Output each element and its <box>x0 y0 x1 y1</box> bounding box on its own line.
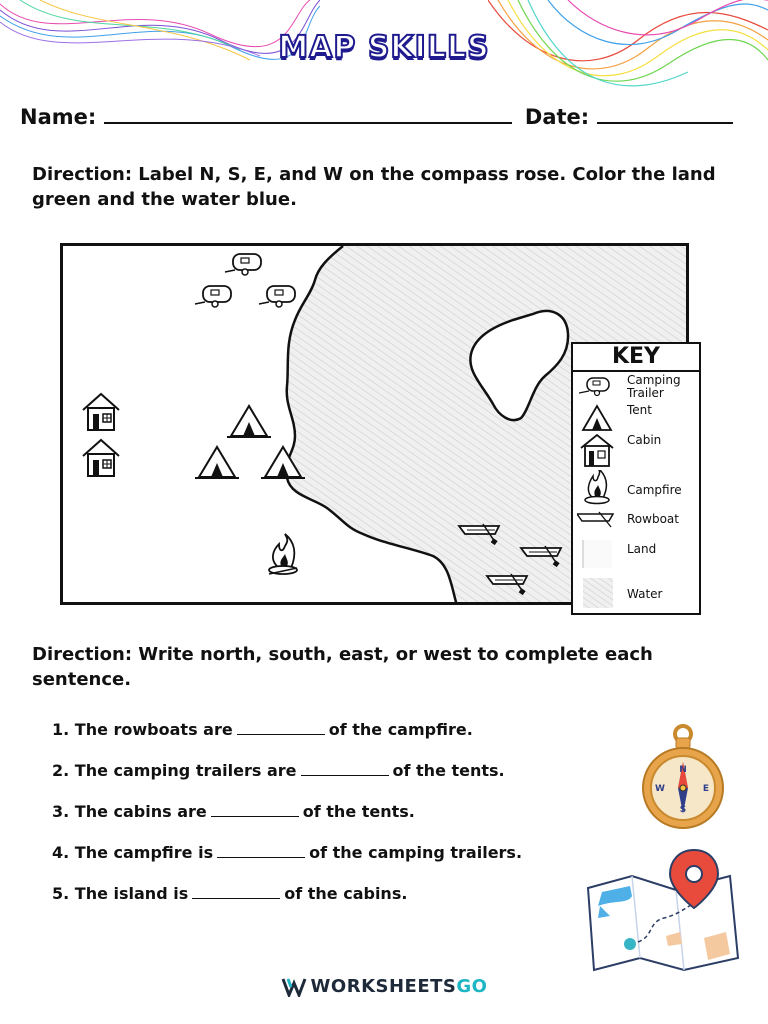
question-text-after: of the camping trailers. <box>309 843 523 862</box>
camping-trailer-icon <box>225 254 261 275</box>
question-text-before: 5. The island is <box>52 884 189 903</box>
question-text-before: 2. The camping trailers are <box>52 761 297 780</box>
question-text-before: 1. The rowboats are <box>52 720 233 739</box>
key-label-tent: Tent <box>627 403 652 417</box>
question-text-before: 4. The campfire is <box>52 843 214 862</box>
compass-s: S <box>679 805 687 815</box>
compass-icon <box>638 724 728 834</box>
key-label-water: Water <box>627 587 663 601</box>
question-text-after: of the tents. <box>392 761 505 780</box>
answer-blank[interactable] <box>301 763 389 776</box>
page-title: MAP SKILLS <box>278 30 490 65</box>
water-swatch-icon <box>581 578 617 608</box>
question-text-after: of the cabins. <box>284 884 408 903</box>
question-4 <box>52 843 522 862</box>
name-blank[interactable] <box>104 104 512 124</box>
key-label-rowboat: Rowboat <box>627 512 679 526</box>
camping-trailer-icon <box>195 286 231 307</box>
brand-name: WORKSHEETS <box>310 976 457 997</box>
key-label-camping-trailer: Camping Trailer <box>627 373 681 400</box>
brand-logo-icon <box>281 977 307 997</box>
direction-compass-color: Direction: Label N, S, E, and W on the compass rose. Color the land green and the water blue. <box>32 164 716 210</box>
cabin-icon <box>83 440 119 476</box>
map-key <box>571 342 701 615</box>
camping-trailer-icon <box>259 286 295 307</box>
key-item-water <box>573 578 701 608</box>
answer-blank[interactable] <box>217 845 305 858</box>
question-text-after: of the campfire. <box>328 720 473 739</box>
answer-blank[interactable] <box>211 804 299 817</box>
key-label-campfire: Campfire <box>627 483 682 497</box>
tent-icon <box>579 404 615 434</box>
key-item-tent <box>573 404 701 434</box>
key-item-rowboat <box>573 510 701 540</box>
answer-blank[interactable] <box>192 886 280 899</box>
camping-trailer-icon <box>579 376 615 400</box>
name-label: Name: <box>20 105 97 129</box>
brand-footer <box>0 976 768 997</box>
question-text-before: 3. The cabins are <box>52 802 207 821</box>
tent-icon <box>195 447 239 478</box>
question-2 <box>52 761 505 780</box>
key-item-land <box>573 540 701 570</box>
campfire-icon <box>579 470 615 506</box>
cabin-icon <box>579 434 615 468</box>
compass-n: N <box>679 765 687 775</box>
key-item-cabin <box>573 434 701 464</box>
question-3 <box>52 802 415 821</box>
compass-w: W <box>655 784 665 794</box>
direction-write-directions: Direction: Write north, south, east, or west to complete each sentence. <box>32 644 653 690</box>
treasure-map-pin-icon <box>584 846 744 976</box>
key-item-camping-trailer <box>573 374 701 404</box>
answer-blank[interactable] <box>237 722 325 735</box>
question-5 <box>52 884 407 903</box>
land-swatch-icon <box>581 540 617 570</box>
date-blank[interactable] <box>597 104 733 124</box>
campfire-icon <box>269 534 297 574</box>
key-title: KEY <box>573 344 699 372</box>
cabin-icon <box>83 394 119 430</box>
question-1 <box>52 720 473 739</box>
brand-accent: GO <box>456 976 488 997</box>
question-text-after: of the tents. <box>302 802 415 821</box>
rowboat-icon <box>577 510 617 530</box>
key-label-cabin: Cabin <box>627 433 662 447</box>
key-label-land: Land <box>627 542 657 556</box>
compass-e: E <box>702 784 710 794</box>
date-label: Date: <box>524 105 590 129</box>
key-item-campfire <box>573 470 701 506</box>
name-date-line <box>20 104 748 129</box>
tent-icon <box>227 406 271 437</box>
